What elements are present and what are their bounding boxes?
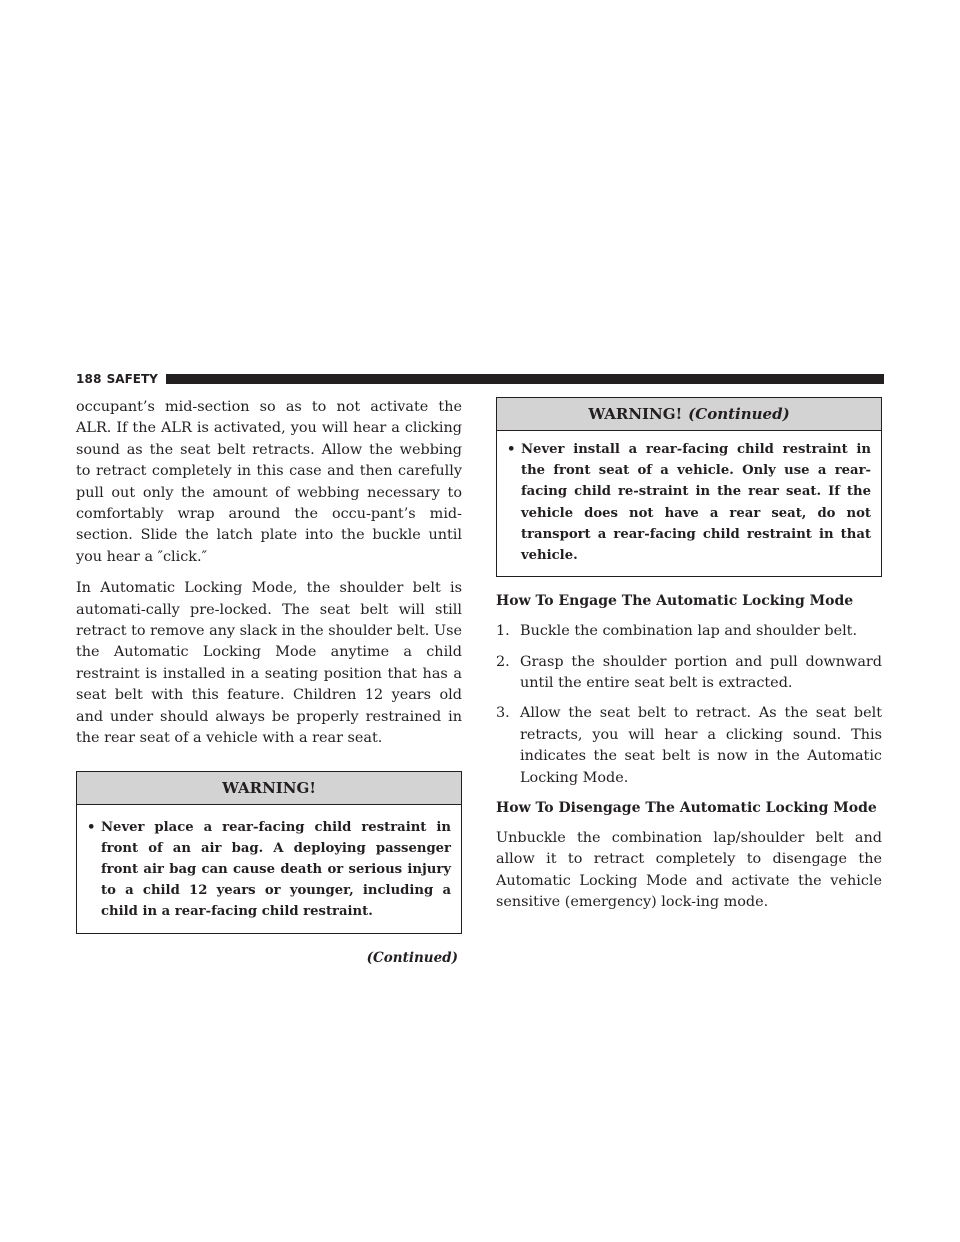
left-column bbox=[76, 397, 462, 966]
bullet-icon: • bbox=[507, 442, 516, 457]
step-text: Grasp the shoulder portion and pull downward until the entire seat belt is extracted. bbox=[520, 653, 882, 692]
step-text: Buckle the combination lap and shoulder belt. bbox=[520, 623, 858, 640]
warning-box-continued bbox=[496, 397, 882, 577]
step-number: 1. bbox=[496, 623, 510, 640]
step-number: 2. bbox=[496, 653, 510, 670]
warning-header-continued bbox=[497, 398, 881, 431]
header-rule bbox=[166, 374, 884, 384]
warning-bullet bbox=[87, 817, 451, 923]
paragraph-alr-activation: occupant’s mid-section so as to not activate the ALR. If the ALR is activated, you will hear a clicking sound as the seat belt retracts. Allow the webbing to retract completely in this case and then carefully pull out only the amount of webbing necessary to comfortably wrap around the occu-pant’s mid-section. Slide the latch plate into the buckle until you hear a ″click.″ bbox=[76, 399, 462, 565]
step-text: Allow the seat belt to retract. As the seat belt retracts, you will hear a clicking sound. This indicates the seat belt is now in the Automatic Locking Mode. bbox=[520, 705, 882, 786]
continued-note: (Continued) bbox=[366, 949, 458, 966]
list-item bbox=[496, 652, 882, 695]
paragraph-automatic-locking-mode: In Automatic Locking Mode, the shoulder belt is automati-cally pre-locked. The seat belt will still retract to remove any slack in the shoulder belt. Use the Automatic Locking Mode anytime a child restraint is installed in a seating position that has a seat belt with this feature. Children 12 years old and under should always be properly restrained in the rear seat of a vehicle with a rear seat. bbox=[76, 580, 462, 747]
warning-box-front-airbag bbox=[76, 771, 462, 934]
bullet-icon: • bbox=[87, 819, 96, 835]
list-item bbox=[496, 621, 882, 642]
warning-bullet bbox=[507, 439, 871, 566]
engage-steps-list bbox=[496, 621, 882, 789]
warning-header bbox=[77, 772, 461, 805]
page-header bbox=[76, 372, 884, 386]
warning-title: WARNING! bbox=[588, 405, 683, 423]
list-item bbox=[496, 703, 882, 789]
page-number: 188 bbox=[76, 372, 102, 386]
warning-title: WARNING! bbox=[222, 778, 316, 797]
heading-disengage-automatic-locking: How To Disengage The Automatic Locking Mode bbox=[496, 800, 877, 817]
warning-body-continued bbox=[497, 431, 881, 576]
warning-body bbox=[77, 805, 461, 933]
warning-bullet-text: Never install a rear-facing child restraint in the front seat of a vehicle. Only use a rear-facing child re-straint in the rear seat. If the vehicle does not have a rear seat, do not transport a rear-facing child restraint in that vehicle. bbox=[521, 442, 871, 564]
step-number: 3. bbox=[496, 705, 510, 722]
heading-engage-automatic-locking: How To Engage The Automatic Locking Mode bbox=[496, 593, 854, 610]
paragraph-disengage: Unbuckle the combination lap/shoulder belt and allow it to retract completely to disengage the Automatic Locking Mode and activate the vehicle sensitive (emergency) lock-ing mode. bbox=[496, 830, 882, 911]
warning-continued-label: (Continued) bbox=[688, 405, 790, 423]
warning-bullet-text: Never place a rear-facing child restraint in front of an air bag. A deploying passenger front air bag can cause death or serious injury to a child 12 years or younger, including a child in a rear-facing child restraint. bbox=[101, 819, 451, 920]
section-title: SAFETY bbox=[106, 372, 158, 386]
right-column bbox=[496, 397, 882, 924]
